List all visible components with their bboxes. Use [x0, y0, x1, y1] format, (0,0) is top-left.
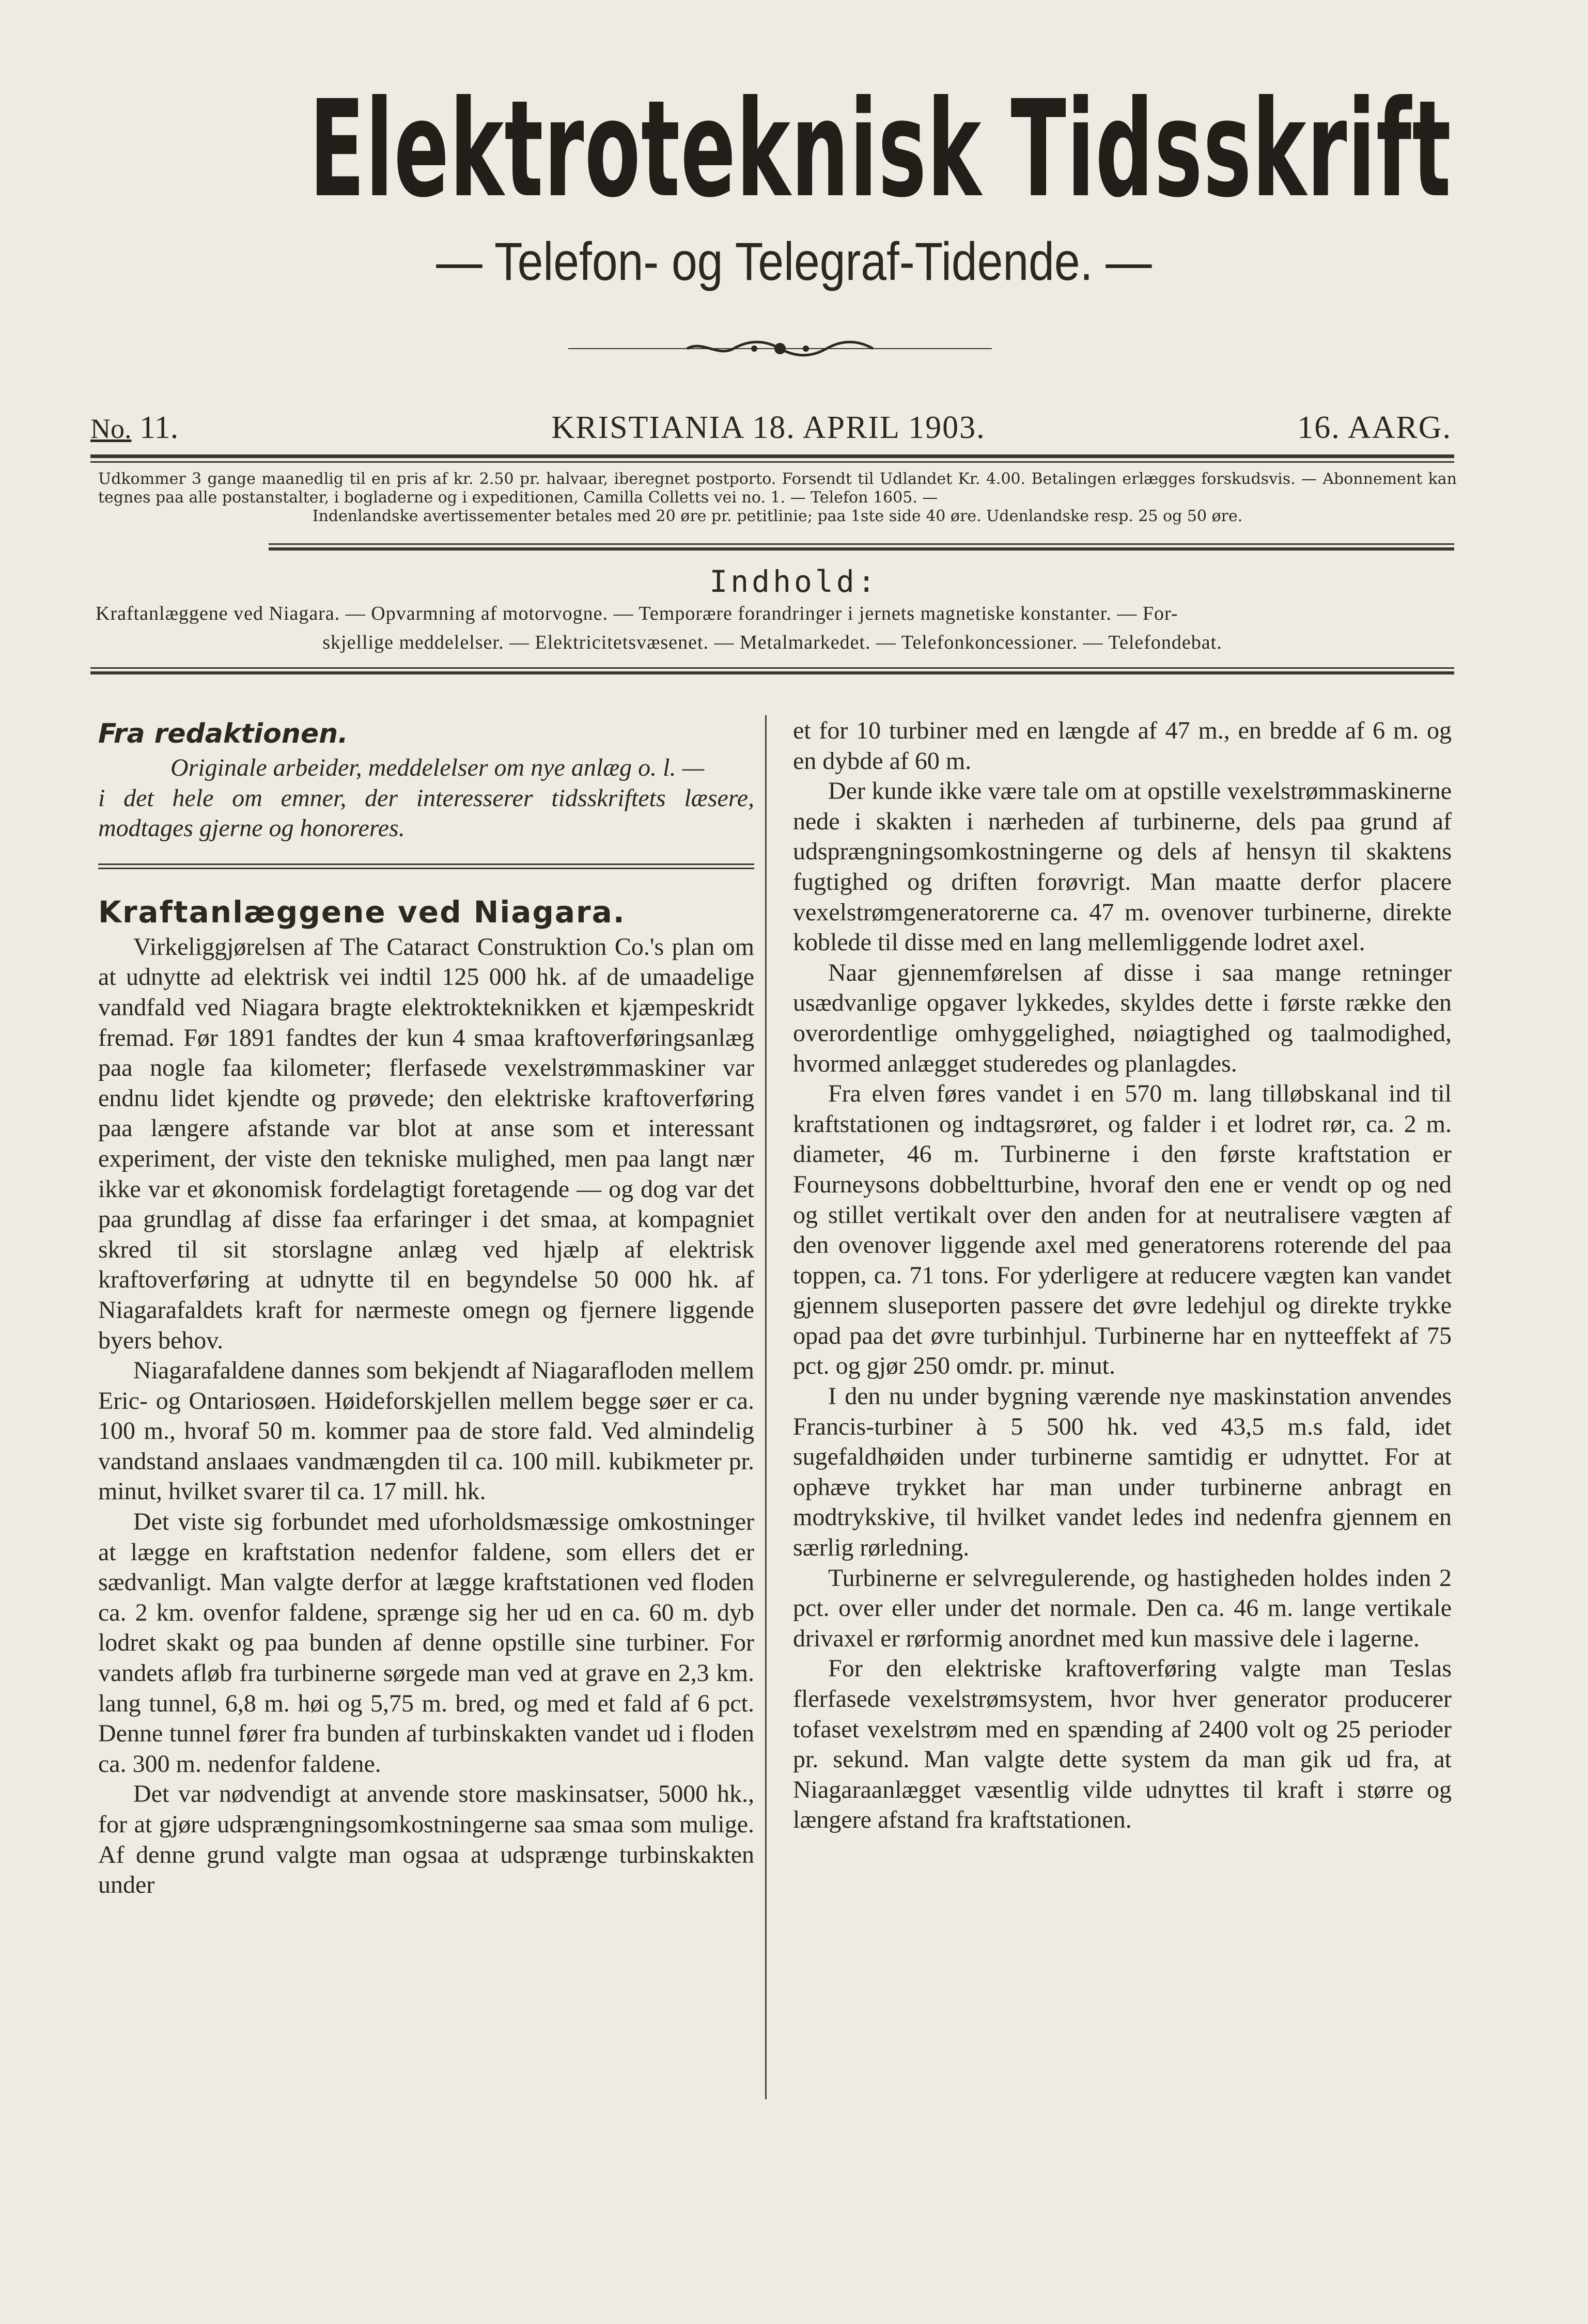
article-paragraph: Det var nødvendigt at anvende store maskinsatser, 5000 hk., for at gjøre udsprængningsomkostningerne saa smaa som mulige. Af denne grund valgte man ogsaa at udsprænge turbinskakten under [98, 1780, 754, 1899]
article-paragraph: Virkeliggjørelsen af The Cataract Construktion Co.'s plan om at udnytte ad elektrisk vei indtil 125 000 hk. af de umaadelige vandfald ved Niagara bragte elektrokteknikken et kjæmpeskridt fremad. Før 1891 fandtes der kun 4 smaa kraftoverføringsanlæg paa nogle faa kilometer; flerfasede vexelstrømmaskiner var endnu lidet kjendte og prøvede; den elektriske kraftoverføring paa længere afstande var blot at anse som et interessant experiment, der viste den tekniske mulighed, men paa langt nær ikke var et økonomisk fordelagtigt foretagende — og dog var det paa grundlag af disse faa erfaringer i det smaa, at kompagniet skred til sit storslagne anlæg ved hjælp af elektrisk kraftoverføring at udnytte til en begyndelse 50 000 hk. af Niagarafaldets kraft for nærmeste omegn og fjernere liggende byers behov. [98, 933, 754, 1354]
contents-rule-thin [90, 667, 1454, 669]
article-paragraph: Naar gjennemførelsen af disse i saa mange retninger usædvanlige opgaver lykkedes, skyldes dette i første række den overordentlige omhyggelighed, nøiagtighed og taalmodighed, hvormed anlægget studeredes og planlagdes. [793, 959, 1452, 1077]
subscription-line-1: Udkommer 3 gange maanedlig til en pris af kr. 2.50 pr. halvaar, iberegnet postporto. Forsendt til Udlandet Kr. 4.00. Betalingen erlægges forskudsvis. — Abonnement kan tegnes paa alle postanstalter, i bogladerne og i expeditionen, Camilla Colletts vei no. 1. — Telefon 1605. — [98, 470, 1457, 507]
header-rule-thick [90, 454, 1454, 458]
header-rule-thin [90, 461, 1454, 463]
masthead-subtitle: — Telefon- og Telegraf-Tidende. — [436, 232, 1152, 292]
subscription-rule-thick [269, 547, 1454, 551]
contents-line-2: skjellige meddelelser. — Elektricitetsvæsenet. — Metalmarkedet. — Telefonkoncessioner. — Telefondebat. [322, 632, 1222, 653]
issue-line [85, 407, 1452, 448]
issue-number-prefix: No. [90, 413, 132, 444]
article-paragraph: Det viste sig forbundet med uforholdsmæssige omkostninger at lægge en kraftstation nedenfor faldene, som ellers det er sædvanligt. Man valgte derfor at lægge kraftstationen ved floden ca. 2 km. ovenfor faldene, sprænge sig her ud en ca. 60 m. dyb lodret skakt og paa bunden af denne opstille sine turbiner. For vandets afløb fra turbinerne sørgede man ved at grave en 2,3 km. lang tunnel, 6,8 m. høi og 5,75 m. bred, og med et fald af 6 pct. Denne tunnel fører fra bunden af turbinskakten vandet ud i floden ca. 300 m. nedenfor faldene. [98, 1508, 754, 1778]
left-column [98, 718, 754, 1901]
editorial-note [98, 753, 754, 844]
editorial-heading: Fra redaktionen. [98, 718, 348, 749]
contents-title: Indhold: [709, 564, 879, 599]
issue-volume: 16. AARG. [1297, 410, 1452, 445]
article-paragraph: I den nu under bygning værende nye maskinstation anvendes Francis-turbiner à 5 500 hk. ved 43,5 m.s fald, idet sugefaldhøiden under turbinerne samtidig er udnyttet. For at ophæve trykket har man under turbinerne anbragt en modtrykskive, til hvilket vandet ledes ind nedenfra gjennem en særlig rørledning. [793, 1383, 1452, 1562]
article-paragraph: Fra elven føres vandet i en 570 m. lang tilløbskanal ind til kraftstationen og indtagsrøret, og falder i et lodret rør, ca. 2 m. diameter, 46 m. Turbinerne i den første kraftstation er Fourneysons dobbeltturbine, hvoraf den ene er vendt op og ned og stillet vertikalt over den anden for at neutralisere vægten af den ovenover liggende axel med generatorens roterende del paa toppen, ca. 71 tons. For yderligere at reducere vægten kan vandet gjennem sluseporten passere det øvre ledehjul og direkte trykke opad paa det øvre turbinhjul. Turbinerne har en nytteeffekt af 75 pct. og gjør 250 omdr. pr. minut. [793, 1080, 1452, 1380]
subscription-info [98, 470, 1457, 526]
article-paragraph: et for 10 turbiner med en længde af 47 m., en bredde af 6 m. og en dybde af 60 m. [793, 717, 1452, 775]
right-column [793, 716, 1452, 1835]
editorial-rest: i det hele om emner, der interesserer tidsskriftets læsere, modtages gjerne og honoreres. [98, 784, 754, 842]
editorial-line-1: Originale arbeider, meddelelser om nye anlæg o. l. — [170, 754, 705, 781]
contents-line-1: Kraftanlæggene ved Niagara. — Opvarmning af motorvogne. — Temporære forandringer i jernets magnetiske konstanter. — For- [96, 603, 1178, 624]
masthead-title: Elektroteknisk Tidsskrift [309, 72, 1452, 227]
subscription-rule-thin [269, 543, 1454, 545]
article-paragraph: Turbinerne er selvregulerende, og hastigheden holdes inden 2 pct. over eller under det normale. Den ca. 46 m. lange vertikale drivaxel er rørformig anordnet med kun massive dele i lagerne. [793, 1564, 1452, 1652]
contents-rule-thick [90, 671, 1454, 674]
issue-place-date: KRISTIANIA 18. APRIL 1903. [551, 410, 986, 445]
article-paragraph: Der kunde ikke være tale om at opstille vexelstrømmaskinerne nede i skakten i nærheden af turbinerne, dels paa grund af udsprængningsomkostningerne og dels af hensyn til skaktens fugtighed og driften forøvrigt. Man maatte derfor placere vexelstrømgeneratorerne ca. 47 m. ovenover turbinerne, direkte koblede til disse med en lang mellemliggende lodret axel. [793, 777, 1452, 956]
article-paragraph: For den elektriske kraftoverføring valgte man Teslas flerfasede vexelstrømsystem, hvor hver generator producerer tofaset vexelstrøm med en spænding af 2400 volt og 25 perioder pr. sekund. Man valgte dette system da man gik ud fra, at Niagaraanlægget væsentlig vilde udnyttes til kraft i større og længere afstand fra kraftstationen. [793, 1655, 1452, 1834]
contents-list [96, 599, 1449, 657]
ornament-divider-icon [568, 336, 992, 362]
article-title: Kraftanlæggene ved Niagara. [98, 894, 626, 930]
subscription-line-2: Indenlandske avertissementer betales med 20 øre pr. petitlinie; paa 1ste side 40 øre. Udenlandske resp. 25 og 50 øre. [312, 507, 1243, 525]
issue-number-value: 11. [139, 410, 179, 445]
column-divider [765, 715, 767, 2099]
article-paragraph: Niagarafaldene dannes som bekjendt af Niagarafloden mellem Eric- og Ontariosøen. Høideforskjellen mellem begge søer er ca. 100 m., hvoraf 50 m. kommer paa de store fald. Ved almindelig vandstand anslaaes vandmængden til ca. 100 mill. kubikmeter pr. minut, hvilket svarer til ca. 17 mill. hk. [98, 1357, 754, 1505]
